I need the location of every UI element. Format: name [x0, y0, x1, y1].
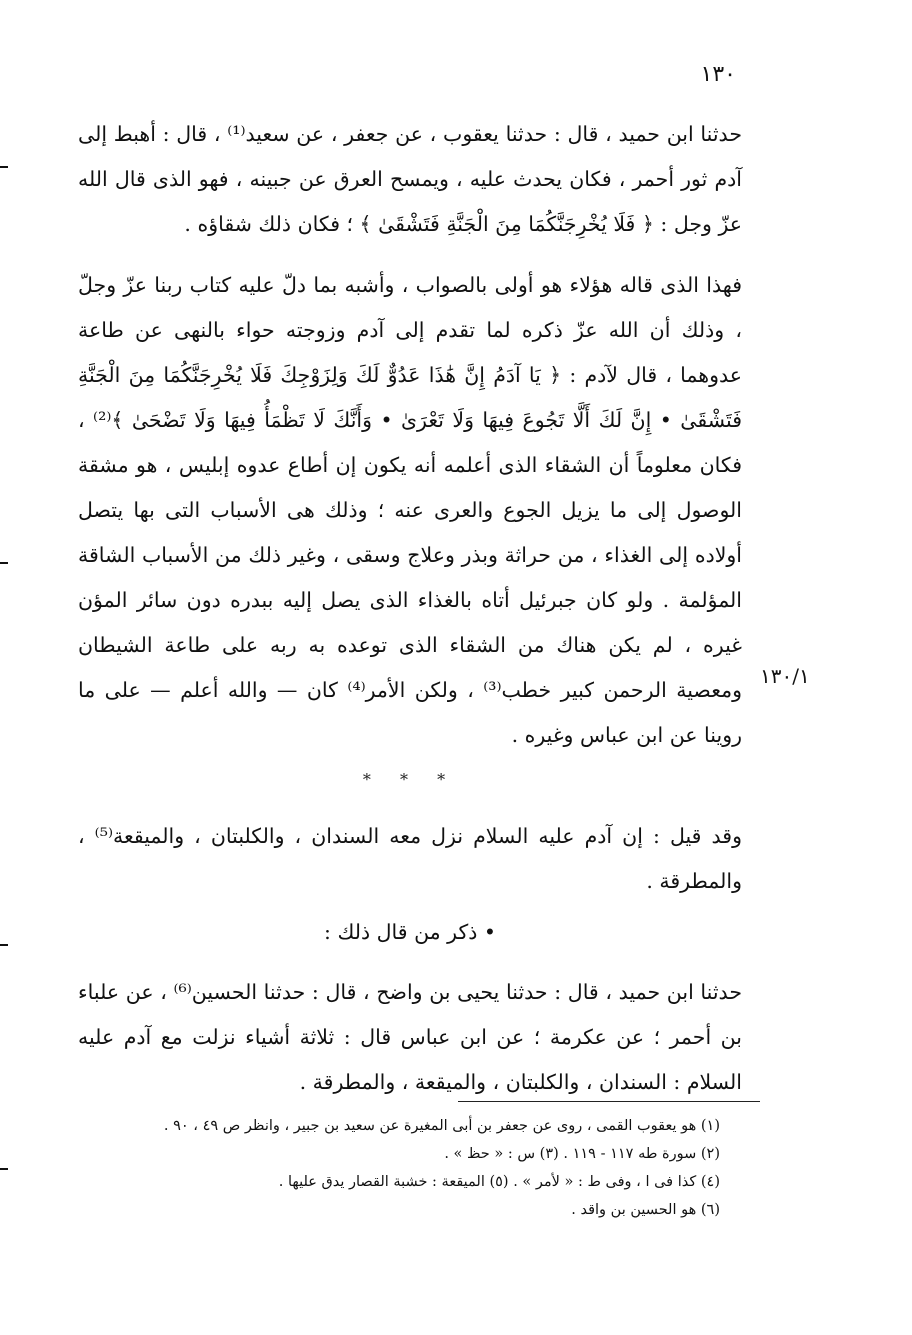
footnote: (١) هو يعقوب القمى ، روى عن جعفر بن أبى المغيرة عن سعيد بن جبير ، وانظر ص ٤٩ ، ٩٠ .: [163, 1118, 720, 1134]
footnote-divider: [458, 1101, 760, 1102]
paragraph-1: حدثنا ابن حميد ، قال : حدثنا يعقوب ، عن جعفر ، عن سعيد⁽¹⁾ ، قال : أهبط إلى آدم ثور أحمر ، فكان يحدث عليه ، ويمسح العرق عن جبينه ، فهو الذى قال الله عزّ وجل : ﴿ فَلَا يُخْرِجَنَّكُمَا مِنَ الْجَنَّةِ فَتَشْقَىٰ ﴾ ؛ فكان ذلك شقاؤه .: [78, 122, 742, 236]
footnote: (٤) كذا فى ا ، وفى ط : « لأمر » . (٥) الميقعة : خشبة القصار يدق عليها .: [278, 1174, 720, 1190]
footnotes: [80, 1112, 720, 1224]
footnote: (٢) سورة طه ١١٧ - ١١٩ . (٣) س : « حظ » .: [444, 1146, 720, 1162]
scan-edge-mark: [0, 166, 8, 168]
footnote: (٦) هو الحسين بن واقد .: [571, 1202, 720, 1218]
section-separator: * * *: [362, 770, 458, 789]
scan-edge-mark: [0, 944, 8, 946]
scan-edge-mark: [0, 1168, 8, 1170]
section-heading: • ذكر من قال ذلك :: [324, 920, 496, 944]
paragraph-2: فهذا الذى قاله هؤلاء هو أولى بالصواب ، وأشبه بما دلّ عليه كتاب ربنا عزّ وجلّ ، وذلك أن الله عزّ ذكره لما تقدم إلى آدم وزوجته حواء بالنهى عن طاعة عدوهما ، قال لآدم : ﴿ يَا آدَمُ إِنَّ هَٰذَا عَدُوٌّ لَكَ وَلِزَوْجِكَ فَلَا يُخْرِجَنَّكُمَا مِنَ الْجَنَّةِ فَتَشْقَىٰ • إِنَّ لَكَ أَلَّا تَجُوعَ فِيهَا وَلَا تَعْرَىٰ • وَأَنَّكَ لَا تَظْمَأُ فِيهَا وَلَا تَضْحَىٰ ﴾⁽²⁾ ، فكان معلوماً أن الشقاء الذى أعلمه أنه يكون إن أطاع عدوه إبليس ، هو مشقة الوصول إلى ما يزيل الجوع والعرى عنه ؛ وذلك هى الأسباب التى بها يتصل أولاده إلى الغذاء ، من حراثة وبذر وعلاج وسقى ، وغير ذلك من الأسباب الشاقة المؤلمة . ولو كان جبرئيل أتاه بالغذاء الذى يصل إليه ببدره دون سائر المؤن غيره ، لم يكن هناك من الشقاء الذى توعده به ربه على طاعة الشيطان ومعصية الرحمن كبير خطب⁽³⁾ ، ولكن الأمر⁽⁴⁾ كان — والله أعلم — على ما روينا عن ابن عباس وغيره .: [78, 273, 742, 747]
scan-edge-mark: [0, 562, 8, 564]
paragraph-3: وقد قيل : إن آدم عليه السلام نزل معه السندان ، والكلبتان ، والميقعة⁽⁵⁾ ، والمطرقة .: [78, 824, 742, 893]
margin-reference: ١٣٠/١: [760, 664, 810, 688]
paragraph-4: حدثنا ابن حميد ، قال : حدثنا يحيى بن واضح ، قال : حدثنا الحسين⁽⁶⁾ ، عن علباء بن أحمر ؛ عن عكرمة ؛ عن ابن عباس قال : ثلاثة أشياء نزلت مع آدم عليه السلام : السندان ، والكلبتان ، والميقعة ، والمطرقة .: [78, 980, 742, 1094]
page-number: ١٣٠: [700, 62, 736, 87]
main-text: [78, 112, 742, 1105]
